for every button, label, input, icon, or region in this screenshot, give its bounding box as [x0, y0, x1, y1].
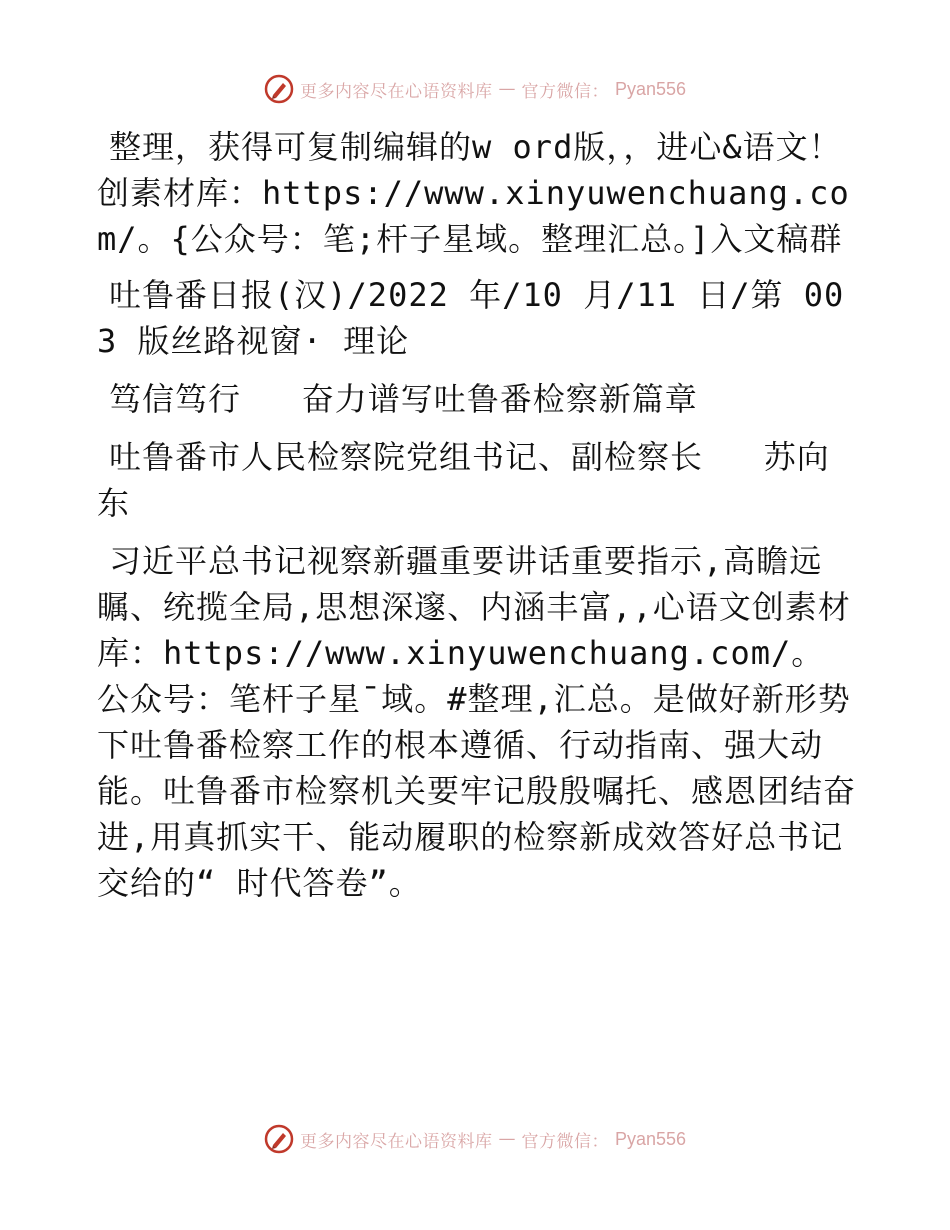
watermark-text: 更多内容尽在心语资料库 — [299, 1131, 493, 1152]
author-line: 吐鲁番市人民检察院党组书记、副检察长 苏向东 — [97, 438, 830, 522]
pen-logo-icon — [264, 74, 294, 104]
watermark-account: Pyan556 — [614, 1128, 687, 1149]
pen-logo-icon — [264, 1124, 294, 1154]
intro-paragraph: 整理，获得可复制编辑的w ord版，，进心&语文！创素材库：https://www.xinyuwenchuang.com/。{公众号：笔;杆子星域。整理汇总。]入文稿群 — [97, 128, 850, 258]
body-paragraph: 习近平总书记视察新疆重要讲话重要指示,高瞻远瞩、统揽全局,思想深邃、内涵丰富,,心语文创素材库：https://www.xinyuwenchuang.com/。公众号：笔杆子星¯域。#整理,汇总。是做好新形势下吐鲁番检察工作的根本遵循、行动指南、强大动能。吐鲁番市检察机关要牢记殷殷嘱托、感恩团结奋进,用真抓实干、能动履职的检察新成效答好总书记交给的“ 时代答卷”。 — [97, 542, 857, 902]
watermark-separator: — — [498, 79, 516, 99]
document-body — [97, 124, 857, 918]
footer-watermark — [0, 1122, 950, 1156]
watermark-label: 官方微信： — [521, 1131, 609, 1152]
source-line: 吐鲁番日报(汉)/2022 年/10 月/11 日/第 003 版丝路视窗· 理论 — [97, 276, 845, 360]
watermark-text: 更多内容尽在心语资料库 — [299, 81, 493, 102]
watermark-account: Pyan556 — [614, 78, 687, 99]
watermark-label: 官方微信： — [521, 81, 609, 102]
header-watermark — [0, 72, 950, 106]
article-title: 笃信笃行 奋力谱写吐鲁番检察新篇章 — [109, 380, 698, 418]
watermark-separator: — — [498, 1129, 516, 1149]
